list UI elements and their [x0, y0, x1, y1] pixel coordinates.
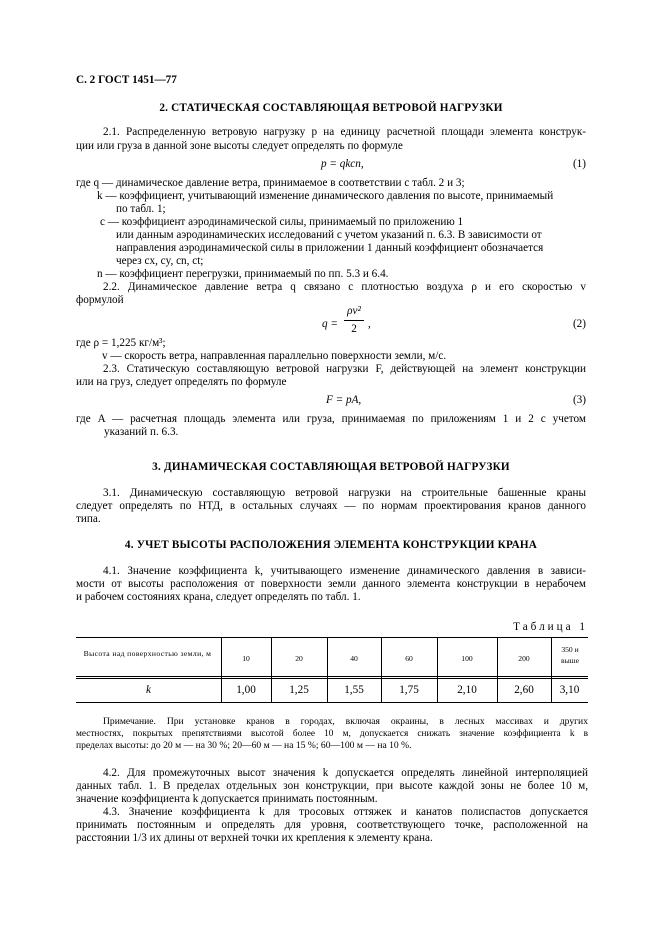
table-height-100: 100: [461, 654, 473, 663]
table-value-10: 1,00: [236, 684, 256, 696]
note-line-1: Примечание. При установке кранов в городах, включая окраины, в лесных массивах и других: [103, 716, 588, 727]
where-n: n — коэффициент перегрузки, принимаемый по пп. 5.3 и 6.4.: [97, 268, 389, 280]
where-a-line-2: указаний п. 6.3.: [104, 426, 179, 438]
para-3-1-line-2: следует определять по НТД, в остальных случаях — по нормам проектирования кранов данного: [76, 500, 586, 512]
table-height-200: 200: [518, 654, 530, 663]
section-2-title: 2. СТАТИЧЕСКАЯ СОСТАВЛЯЮЩАЯ ВЕТРОВОЙ НАГРУЗКИ: [159, 102, 503, 114]
where-k-line-1: k — коэффициент, учитывающий изменение динамического давления по высоте, принимаемый: [97, 190, 554, 202]
table-caption: Таблица 1: [513, 621, 588, 633]
table-value-350: 3,10: [559, 684, 580, 696]
para-3-1-line-3: типа.: [76, 513, 101, 525]
section-3-title: 3. ДИНАМИЧЕСКАЯ СОСТАВЛЯЮЩАЯ ВЕТРОВОЙ НАГРУЗКИ: [152, 461, 510, 473]
table-value-40: 1,55: [344, 684, 364, 696]
table-value-200: 2,60: [514, 684, 534, 696]
formula-3: F = pA,: [326, 394, 362, 406]
para-4-1-line-1: 4.1. Значение коэффициента k, учитывающего изменение динамического давления в зависи-: [103, 565, 586, 577]
formula-2-numerator: ρv²: [347, 305, 361, 317]
formula-3-number: (3): [572, 394, 586, 406]
table-value-100: 2,10: [457, 684, 477, 696]
table-value-20: 1,25: [289, 684, 309, 696]
table-height-10: 10: [242, 654, 250, 663]
formula-2-fraction-bar: [344, 320, 364, 321]
formula-1-number: (1): [572, 158, 586, 170]
where-rho: где ρ = 1,225 кг/м³;: [76, 337, 166, 349]
section-4-title: 4. УЧЕТ ВЫСОТЫ РАСПОЛОЖЕНИЯ ЭЛЕМЕНТА КОНСТРУКЦИИ КРАНА: [124, 539, 538, 551]
where-v: v — скорость ветра, направленная параллельно поверхности земли, м/с.: [102, 350, 447, 362]
table-height-350: 350 и выше: [561, 645, 579, 665]
para-2-2-line-2: формулой: [76, 294, 124, 306]
note-line-2: местностях, покрытых препятствиями высотой более 10 м, допускается снижать значение коэффициента k в: [76, 729, 588, 739]
page-header: С. 2 ГОСТ 1451—77: [76, 74, 177, 86]
formula-2-number: (2): [572, 318, 586, 330]
where-q: где q — динамическое давление ветра, принимаемое в соответствии с табл. 2 и 3;: [76, 177, 465, 189]
where-c-line-3: направления аэродинамической силы в приложении 1 данный коэффициент обозначается: [116, 242, 544, 254]
formula-2-lhs: q =: [322, 318, 338, 330]
para-3-1-line-1: 3.1. Динамическую составляющую ветровой нагрузки на строительные башенные краны: [103, 487, 586, 499]
table-row-label: k: [146, 684, 151, 696]
where-a-line-1: где A — расчетная площадь элемента или груза, принимаемая по приложениям 1 и 2 с учетом: [76, 413, 586, 425]
table-height-40: 40: [350, 654, 358, 663]
formula-2-tail: ,: [368, 318, 371, 330]
note-line-3: пределах высоты: до 20 м — на 30 %; 20—60 м — на 15 %; 60—100 м — на 10 %.: [76, 740, 412, 751]
table-height-20: 20: [295, 654, 303, 663]
para-4-2-line-2: данных табл. 1. В пределах отдельных зон конструкции, при высоте каждой зоны не более 10 м,: [76, 780, 588, 792]
para-2-3-line-2: или на груз, следует определять по формуле: [76, 376, 287, 388]
table-height-60: 60: [405, 654, 413, 663]
para-2-2-line-1: 2.2. Динамическое давление ветра q связано с плотностью воздуха ρ и его скоростью v: [103, 281, 586, 293]
para-2-1-line-2: ции или груза в данной зоне высоты следует определять по формуле: [76, 140, 403, 152]
para-4-2-line-3: значение коэффициента k допускается принимать постоянным.: [76, 793, 378, 805]
para-4-3-line-2: принимать постоянным и определять для уровня, соответствующего точке, расположенной на: [76, 819, 588, 831]
where-c-line-4: через cx, cy, cn, ct;: [116, 255, 204, 267]
para-2-1-line-1: 2.1. Распределенную ветровую нагрузку p на единицу расчетной площади элемента конструк-: [103, 126, 586, 138]
para-4-3-line-1: 4.3. Значение коэффициента k для тросовых оттяжек и канатов полиспастов допускается: [103, 806, 588, 818]
table-head-label: Высота над поверхностью земли, м: [83, 649, 212, 658]
where-c-line-1: c — коэффициент аэродинамической силы, принимаемый по приложению 1: [100, 216, 464, 228]
where-c-line-2: или данным аэродинамических исследований с учетом указаний п. 6.3. В зависимости от: [116, 229, 542, 241]
formula-1: p = qkcn,: [321, 158, 364, 170]
where-k-line-2: по табл. 1;: [116, 203, 166, 215]
para-2-3-line-1: 2.3. Статическую составляющую ветровой нагрузки F, действующей на элемент конструкции: [103, 363, 586, 375]
para-4-1-line-2: мости от высоты расположения от поверхности земли данного элемента конструкции в нерабочем: [76, 578, 586, 590]
para-4-3-line-3: расстоянии 1/3 их длины от верхней точки их крепления к элементу крана.: [76, 832, 433, 844]
para-4-2-line-1: 4.2. Для промежуточных высот значения k допускается определять линейной интерполяцией: [103, 767, 588, 779]
para-4-1-line-3: и рабочем состояниях крана, следует определять по табл. 1.: [76, 591, 361, 603]
table-value-60: 1,75: [399, 684, 419, 696]
formula-2-denominator: 2: [351, 323, 357, 335]
